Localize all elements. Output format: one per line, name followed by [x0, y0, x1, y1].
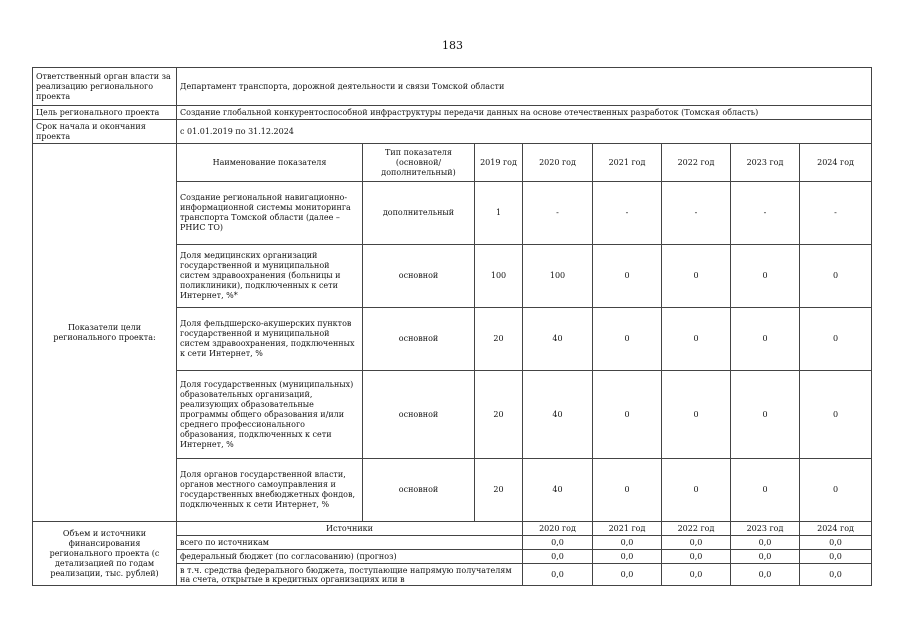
indicator-header-name: Наименование показателя [177, 144, 363, 182]
responsible-value: Департамент транспорта, дорожной деятельности и связи Томской области [177, 68, 872, 106]
indicator-name: Доля фельдшерско-акушерских пунктов государственной и муниципальной систем здравоохранения, подключенных к сети Интернет, % [177, 308, 363, 371]
indicators-section-label: Показатели цели регионального проекта: [33, 144, 177, 522]
indicator-value-2022: 0 [662, 308, 731, 371]
indicator-header-2023: 2023 год [731, 144, 800, 182]
financing-header-2022: 2022 год [662, 522, 731, 536]
indicator-value-2022: 0 [662, 459, 731, 522]
period-row [33, 120, 872, 144]
financing-header-2020: 2020 год [523, 522, 593, 536]
financing-value-2023: 0,0 [731, 550, 800, 564]
financing-value-2023: 0,0 [731, 536, 800, 550]
financing-value-2022: 0,0 [662, 536, 731, 550]
financing-value-2021: 0,0 [593, 564, 662, 586]
indicator-header-2019: 2019 год [475, 144, 523, 182]
project-passport-table [32, 67, 872, 586]
financing-header-sources: Источники [177, 522, 523, 536]
indicator-type: основной [363, 371, 475, 459]
financing-source: федеральный бюджет (по согласованию) (прогноз) [177, 550, 523, 564]
goal-label: Цель регионального проекта [33, 106, 177, 120]
indicator-value-2020: - [523, 182, 593, 245]
indicator-value-2020: 40 [523, 308, 593, 371]
indicator-value-2023: 0 [731, 308, 800, 371]
period-value: с 01.01.2019 по 31.12.2024 [177, 120, 872, 144]
indicator-name: Создание региональной навигационно-информационной системы мониторинга транспорта Томской области (далее – РНИС ТО) [177, 182, 363, 245]
financing-value-2020: 0,0 [523, 550, 593, 564]
financing-source: всего по источникам [177, 536, 523, 550]
financing-value-2020: 0,0 [523, 564, 593, 586]
financing-value-2024: 0,0 [800, 536, 872, 550]
indicator-header-2020: 2020 год [523, 144, 593, 182]
indicator-type: основной [363, 308, 475, 371]
indicator-value-2024: 0 [800, 245, 872, 308]
indicator-value-2022: - [662, 182, 731, 245]
indicator-value-2023: 0 [731, 459, 800, 522]
indicator-value-2022: 0 [662, 245, 731, 308]
financing-header-2023: 2023 год [731, 522, 800, 536]
financing-value-2024: 0,0 [800, 564, 872, 586]
indicator-type: дополнительный [363, 182, 475, 245]
indicator-value-2024: 0 [800, 459, 872, 522]
indicator-name: Доля медицинских организаций государственной и муниципальной систем здравоохранения (больницы и поликлиники), подключенных к сети Интернет, %* [177, 245, 363, 308]
indicator-value-2022: 0 [662, 371, 731, 459]
financing-source: в т.ч. средства федерального бюджета, поступающие напрямую получателям на счета, открытые в кредитных организациях или в [180, 565, 512, 584]
indicator-header-2021: 2021 год [593, 144, 662, 182]
indicator-header-2022: 2022 год [662, 144, 731, 182]
indicator-value-2021: 0 [593, 371, 662, 459]
indicator-value-2019: 20 [475, 308, 523, 371]
financing-value-2021: 0,0 [593, 536, 662, 550]
indicator-value-2019: 1 [475, 182, 523, 245]
goal-value: Создание глобальной конкурентоспособной инфраструктуры передачи данных на основе отечественных разработок (Томская область) [177, 106, 872, 120]
indicator-value-2024: 0 [800, 371, 872, 459]
financing-value-2022: 0,0 [662, 550, 731, 564]
financing-header-2024: 2024 год [800, 522, 872, 536]
indicator-name: Доля государственных (муниципальных) образовательных организаций, реализующих образовательные программы общего образования и/или среднего профессионального образования, подключенных к сети Интернет, % [177, 371, 363, 459]
indicator-value-2021: - [593, 182, 662, 245]
indicator-value-2023: 0 [731, 245, 800, 308]
indicator-value-2023: 0 [731, 371, 800, 459]
responsible-label: Ответственный орган власти за реализацию регионального проекта [33, 68, 177, 106]
indicator-value-2020: 40 [523, 459, 593, 522]
financing-section-label: Объем и источники финансирования регионального проекта (с детализацией по годам реализации, тыс. рублей) [33, 522, 177, 586]
financing-value-2022: 0,0 [662, 564, 731, 586]
goal-row [33, 106, 872, 120]
indicator-value-2019: 20 [475, 459, 523, 522]
indicator-header-type: Тип показателя (основной/дополнительный) [363, 144, 475, 182]
indicator-value-2019: 20 [475, 371, 523, 459]
indicator-value-2021: 0 [593, 308, 662, 371]
financing-source-cell [177, 564, 523, 586]
indicator-value-2021: 0 [593, 245, 662, 308]
indicator-value-2019: 100 [475, 245, 523, 308]
indicator-value-2023: - [731, 182, 800, 245]
indicator-name: Доля органов государственной власти, органов местного самоуправления и государственных внебюджетных фондов, подключенных к сети Интернет, % [177, 459, 363, 522]
financing-value-2020: 0,0 [523, 536, 593, 550]
indicator-value-2020: 100 [523, 245, 593, 308]
indicator-value-2021: 0 [593, 459, 662, 522]
indicator-header-2024: 2024 год [800, 144, 872, 182]
responsible-row [33, 68, 872, 106]
indicators-header-row [33, 144, 872, 182]
page-number: 183 [442, 39, 463, 52]
financing-header-2021: 2021 год [593, 522, 662, 536]
indicator-type: основной [363, 245, 475, 308]
indicator-value-2020: 40 [523, 371, 593, 459]
indicator-type: основной [363, 459, 475, 522]
financing-value-2021: 0,0 [593, 550, 662, 564]
financing-value-2024: 0,0 [800, 550, 872, 564]
financing-header-row [33, 522, 872, 536]
indicator-value-2024: 0 [800, 308, 872, 371]
indicator-value-2024: - [800, 182, 872, 245]
financing-value-2023: 0,0 [731, 564, 800, 586]
period-label: Срок начала и окончания проекта [33, 120, 177, 144]
